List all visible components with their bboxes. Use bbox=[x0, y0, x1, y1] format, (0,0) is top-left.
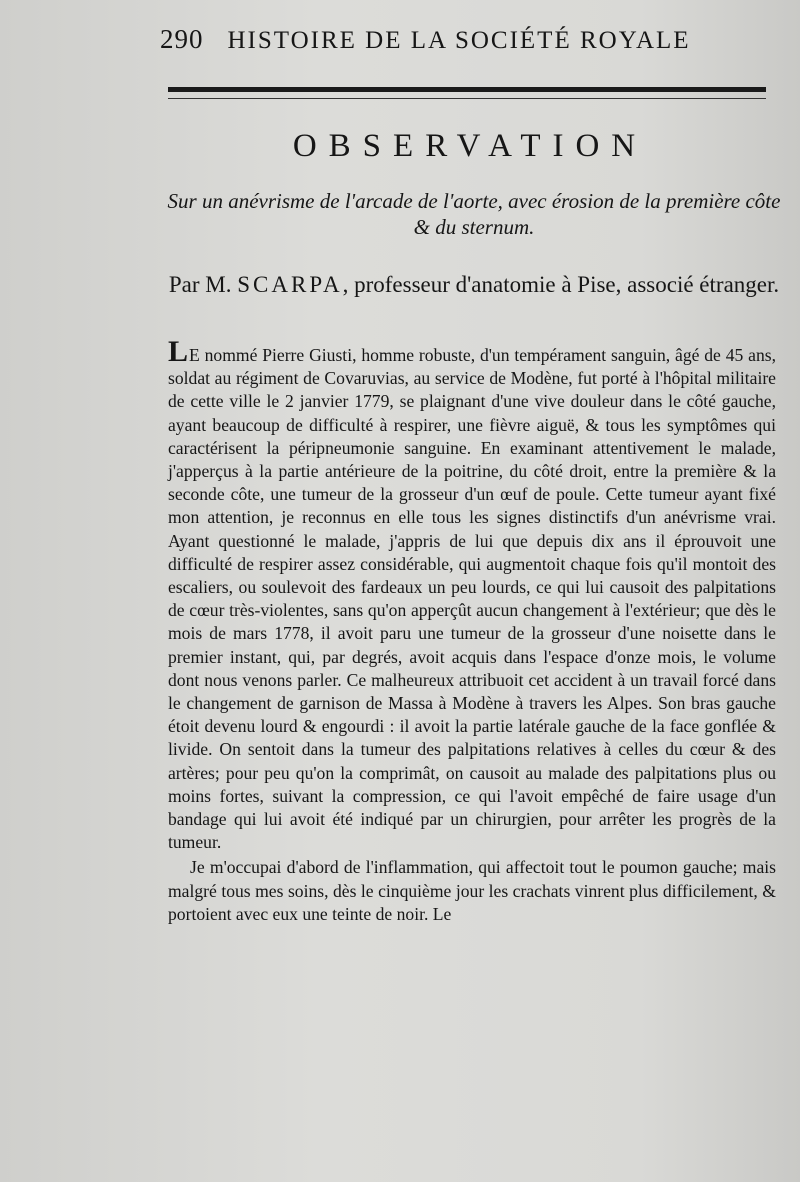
header-rule bbox=[168, 87, 766, 92]
paragraph-1 bbox=[168, 335, 776, 854]
paragraph-2: Je m'occupai d'abord de l'inflammation, qui affectoit tout le poumon gauche; mais malgré tous mes soins, dès le cinquième jour les crachats vinrent plus difficilement, & portoient avec eux une teinte de noir. Le bbox=[168, 857, 776, 924]
page-number: 290 bbox=[160, 24, 204, 54]
author-line bbox=[160, 270, 788, 300]
smallcaps-start: E bbox=[189, 345, 200, 365]
drop-cap: L bbox=[168, 335, 190, 368]
article-subtitle: Sur un anévrisme de l'arcade de l'aorte, avec érosion de la première côte & du sternum. bbox=[167, 189, 781, 239]
running-head: HISTOIRE DE LA SOCIÉTÉ ROYALE bbox=[227, 27, 691, 54]
article-body bbox=[168, 335, 776, 926]
author-prefix: Par M. bbox=[168, 272, 232, 297]
author-suffix: , professeur d'anatomie à Pise, associé étranger. bbox=[342, 272, 780, 297]
paragraph-1-text: nommé Pierre Giusti, homme robuste, d'un tempérament sanguin, âgé de 45 ans, soldat au régiment de Covaruvias, au service de Modène, fut porté à l'hôpital militaire de cette ville le 2 janvier 1779, se plaignant d'une vive douleur dans le côté gauche, ayant beaucoup de difficulté à respirer, une fièvre aiguë, & tous les symptômes qui caractérisent la péripneumonie sanguine. En examinant attentivement le malade, j'apperçus à la partie antérieure de la poitrine, du côté droit, entre la première & la seconde côte, une tumeur de la grosseur d'un œuf de poule. Cette tumeur ayant fixé mon attention, je reconnus en elle tous les signes distinctifs d'un anévrisme vrai. Ayant questionné le malade, j'appris de lui que depuis dix ans il éprouvoit une difficulté de respirer assez considérable, qui augmentoit chaque fois qu'il montoit des escaliers, ou soulevoit des fardeaux un peu lourds, ce qui lui causoit des palpitations de cœur très-violentes, sans qu'on apperçût aucun changement à l'extérieur; que dès le mois de mars 1778, il avoit paru une tumeur de la grosseur d'une noisette dans le premier instant, qui, par degrés, avoit acquis dans l'espace d'onze mois, le volume dont nous venons parler. Ce malheureux attribuoit cet accident à un travail forcé dans le changement de garnison de Massa à Modène à travers les Alpes. Son bras gauche étoit devenu lourd & engourdi : il avoit la partie latérale gauche de la face gonflée & livide. On sentoit dans la tumeur des palpitations relatives à celles du cœur & des artères; pour peu qu'on la comprimât, on causoit au malade des palpitations plus ou moins fortes, suivant la compression, ce qui l'avoit empêché de faire usage d'un bandage qui lui avoit été indiqué par un chirurgien, pour arrêter les progrès de la tumeur. bbox=[168, 345, 776, 853]
author-name: SCARPA bbox=[237, 272, 343, 297]
article-title: OBSERVATION bbox=[292, 128, 648, 164]
page-header bbox=[160, 24, 770, 55]
